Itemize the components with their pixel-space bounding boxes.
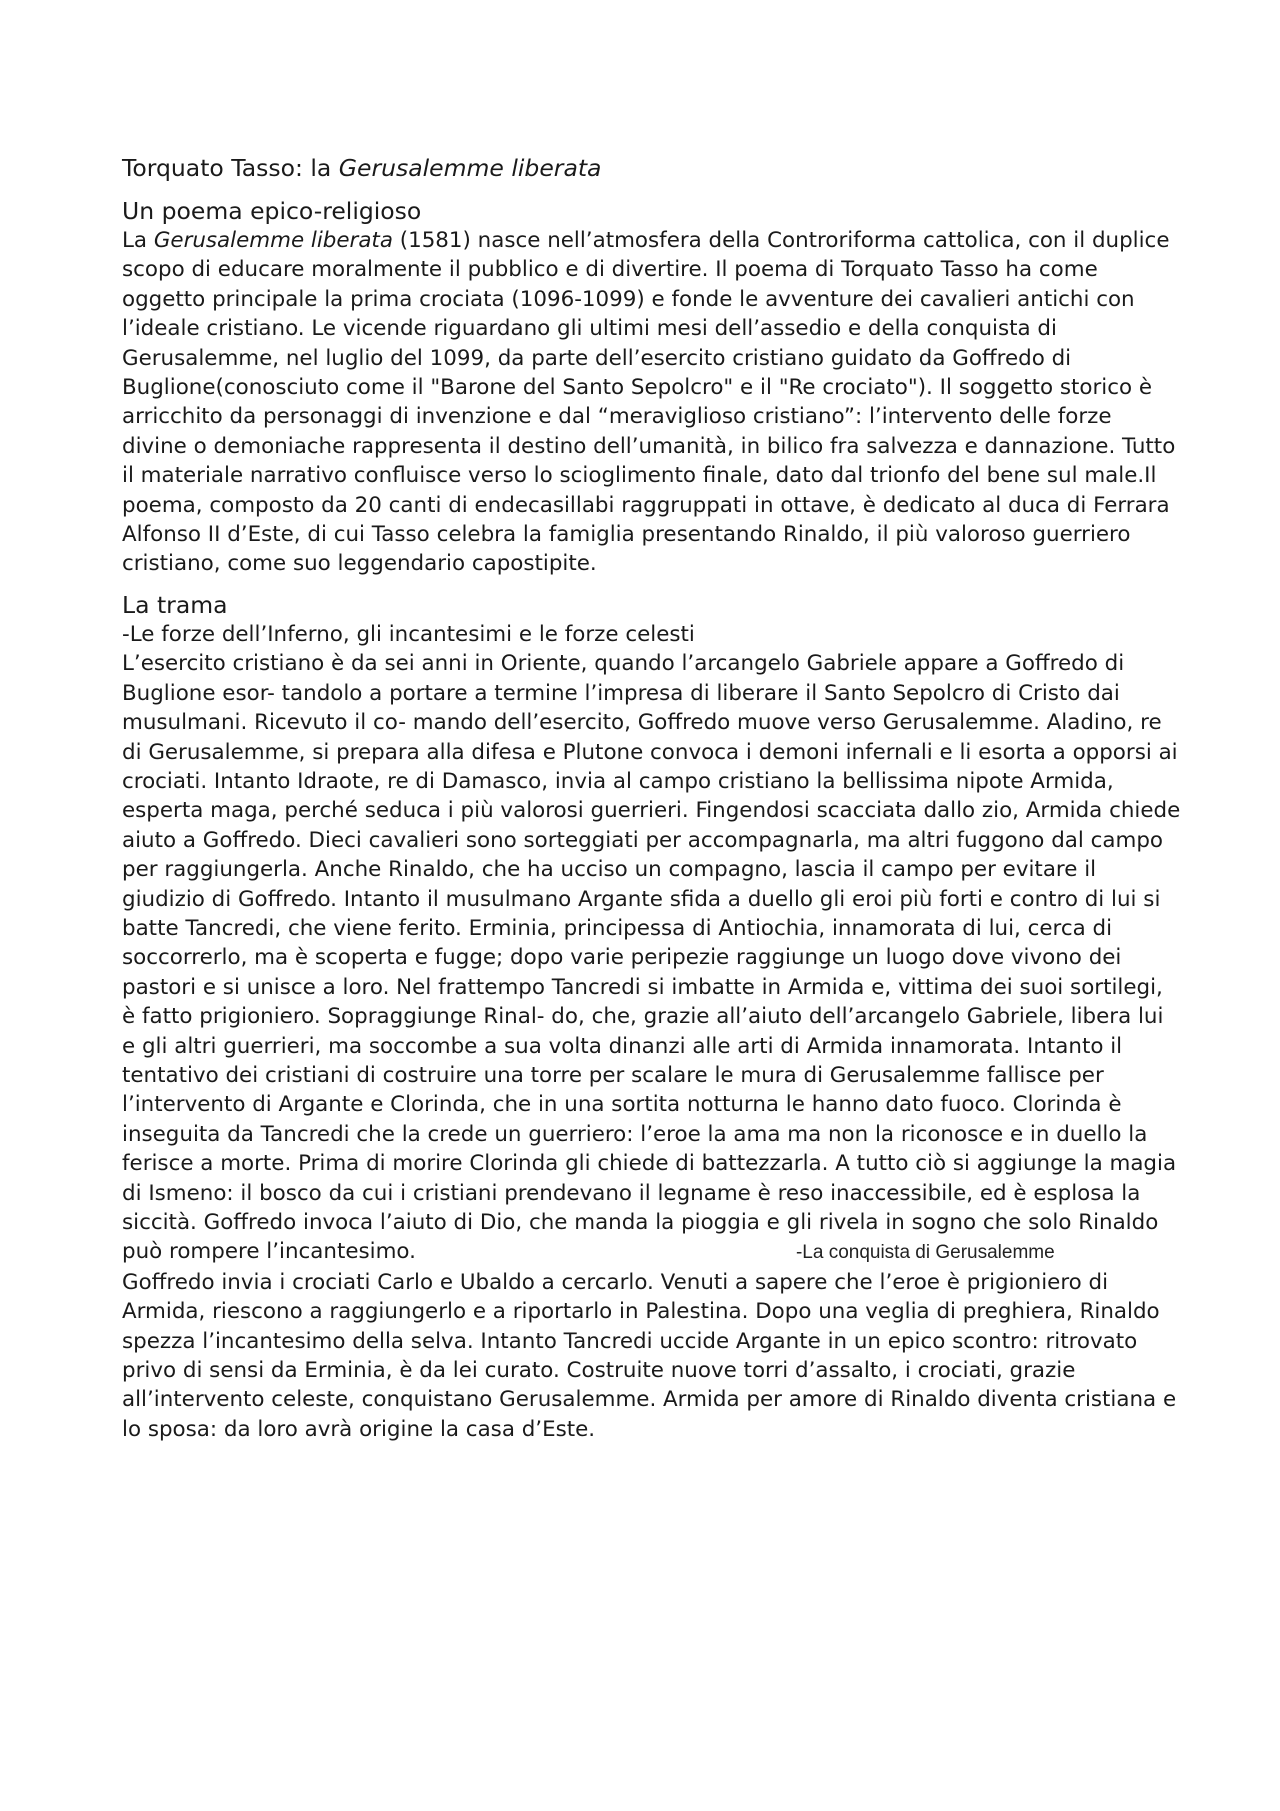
section-paragraph-poema [122,226,1182,579]
para-body: (1581) nasce nell’atmosfera della Controriforma cattolica, con il duplice scopo di educare moralmente il pubblico e di divertire. Il poema di Torquato Tasso ha come oggetto principale la prima crociata (1096-1099) e fonde le avventure dei cavalieri antichi con l’ideale cristiano. Le vicende riguardano gli ultimi mesi dell’assedio e della conquista di Gerusalemme, nel luglio del 1099, da parte dell’esercito cristiano guidato da Goffredo di Buglione(conosciuto come il "Barone del Santo Sepolcro" e il "Re crociato"). Il soggetto storico è arricchito da personaggi di invenzione e dal “meraviglioso cristiano”: l’intervento delle forze divine o demoniache rappresenta il destino dell’umanità, in bilico fra salvezza e dannazione. Tutto il materiale narrativo confluisce verso lo scioglimento finale, dato dal trionfo del bene sul male.Il poema, composto da 20 canti di endecasillabi raggruppati in ottave, è dedicato al duca di Ferrara Alfonso II d’Este, di cui Tasso celebra la famiglia presentando Rinaldo, il più valoroso guerriero cristiano, come suo leggendario capostipite. [122,228,1176,577]
paragraph-trama-1 [122,649,1182,1268]
section-heading-trama: La trama [122,590,228,619]
paragraph-trama-2: Goffredo invia i crociati Carlo e Ubaldo a cercarlo. Venuti a sapere che l’eroe è prigioniero di Armida, riescono a raggiungerlo e a riportarlo in Palestina. Dopo una veglia di preghiera, Rinaldo spezza l’incantesimo della selva. Intanto Tancredi uccide Argante in un epico scontro: ritrovato privo di sensi da Erminia, è da lei curato. Costruite nuove torri d’assalto, i crociati, grazie all’intervento celeste, conquistano Gerusalemme. Armida per amore di Rinaldo diventa cristiana e lo sposa: da loro avrà origine la casa d’Este. [122,1269,1177,1442]
subheading-forze: -Le forze dell’Inferno, gli incantesimi e le forze celesti [122,621,695,647]
document-page [122,152,1182,1444]
para-prefix: La [122,228,154,253]
para-italic-title: Gerusalemme liberata [153,228,393,253]
paragraph-trama-1-text: L’esercito cristiano è da sei anni in Oriente, quando l’arcangelo Gabriele appare a Goffredo di Buglione esor- tandolo a portare a termine l’impresa di liberare il Santo Sepolcro di Cristo dai musulmani. Ricevuto il co- mando dell’esercito, Goffredo muove verso Gerusalemme. Aladino, re di Gerusalemme, si prepara alla difesa e Plutone convoca i demoni infernali e li esorta a opporsi ai crociati. Intanto Idraote, re di Damasco, invia al campo cristiano la bellissima nipote Armida, esperta maga, perché seduca i più valorosi guerrieri. Fingendosi scacciata dallo zio, Armida chiede aiuto a Goffredo. Dieci cavalieri sono sorteggiati per accompagnarla, ma altri fuggono dal campo per raggiungerla. Anche Rinaldo, che ha ucciso un compagno, lascia il campo per evitare il giudizio di Goffredo. Intanto il musulmano Argante sfida a duello gli eroi più forti e contro di lui si batte Tancredi, che viene ferito. Erminia, principessa di Antiochia, innamorata di lui, cerca di soccorrerlo, ma è scoperta e fugge; dopo varie peripezie raggiunge un luogo dove vivono dei pastori e si unisce a loro. Nel frattempo Tancredi si imbatte in Armida e, vittima dei suoi sortilegi, è fatto prigioniero. Sopraggiunge Rinal- do, che, grazie all’aiuto dell’arcangelo Gabriele, libera lui e gli altri guerrieri, ma soccombe a sua volta dinanzi alle arti di Armida innamorata. Intanto il tentativo dei cristiani di costruire una torre per scalare le mura di Gerusalemme fallisce per l’intervento di Argante e Clorinda, che in una sortita notturna le hanno dato fuoco. Clorinda è inseguita da Tancredi che la crede un guerriero: l’eroe la ama ma non la riconosce e in duello la ferisce a morte. Prima di morire Clorinda gli chiede di battezzarla. A tutto ciò si aggiunge la magia di Ismeno: il bosco da cui i cristiani prendevano il legname è reso inaccessibile, ed è esplosa la siccità. Goffredo invoca l’aiuto di Dio, che manda la pioggia e gli rivela in sogno che solo Rinaldo può rompere l’incantesimo. [122,651,1181,1265]
subheading-conquista: -La conquista di Gerusalemme [795,1242,1055,1264]
title-italic: Gerusalemme liberata [338,154,602,182]
title-prefix: Torquato Tasso: la [122,154,339,182]
section-heading-poema: Un poema epico-religioso [122,197,422,225]
document-title [122,152,1182,184]
